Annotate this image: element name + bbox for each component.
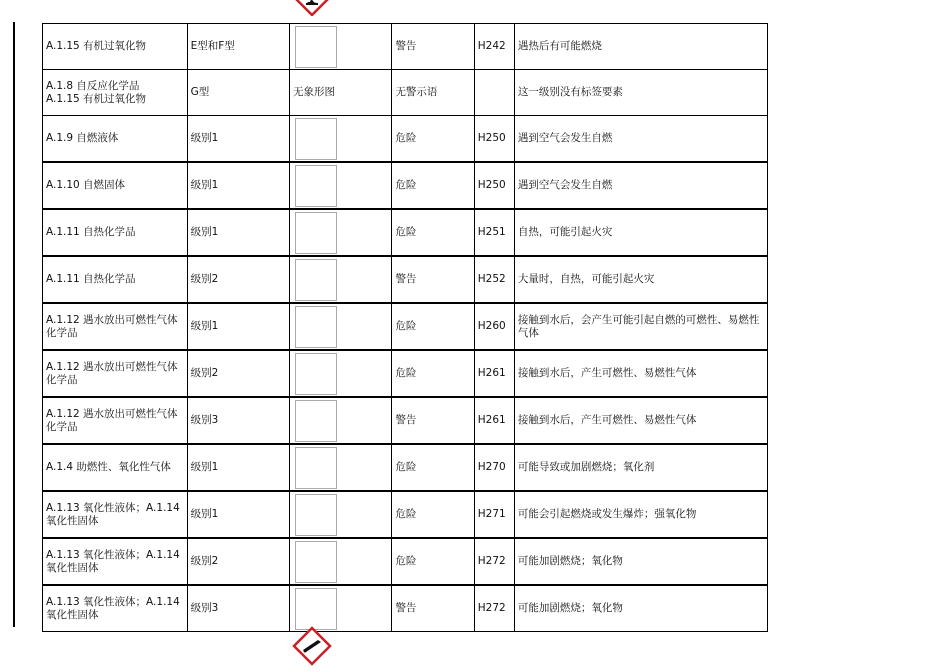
category-cell xyxy=(187,303,289,350)
ghs-corrosion-pictogram-icon xyxy=(292,626,332,666)
pictogram-placeholder xyxy=(295,400,337,442)
pictogram-placeholder xyxy=(295,306,337,348)
hazard-statement-cell-text: 遇到空气会发生自燃 xyxy=(517,132,613,144)
signal-word-cell xyxy=(392,538,474,585)
left-margin-rule xyxy=(13,22,15,627)
pictogram-placeholder xyxy=(295,447,337,489)
hazard-statement-cell xyxy=(514,209,767,256)
category-cell-text: 级别3 xyxy=(190,414,219,426)
table-row xyxy=(43,162,768,209)
hazard-class-cell-text: A.1.13 氧化性液体；A.1.14 氧化性固体 xyxy=(46,548,180,574)
hazard-statement-cell xyxy=(514,491,767,538)
pictogram-cell xyxy=(290,303,392,350)
signal-word-cell-text: 危险 xyxy=(395,179,417,191)
table-row xyxy=(43,256,768,303)
signal-word-cell xyxy=(392,303,474,350)
pictogram-cell xyxy=(290,162,392,209)
hazard-code-cell xyxy=(474,444,514,491)
pictogram-placeholder xyxy=(295,588,337,630)
hazard-statement-cell-text: 可能会引起燃烧或发生爆炸；强氧化物 xyxy=(517,508,697,520)
hazard-code-cell-text: H260 xyxy=(477,320,506,332)
pictogram-placeholder xyxy=(295,118,337,160)
category-cell xyxy=(187,116,289,163)
hazard-statement-cell-text: 可能加剧燃烧；氧化物 xyxy=(517,602,623,614)
category-cell xyxy=(187,444,289,491)
hazard-class-cell-text: A.1.12 遇水放出可燃性气体化学品 xyxy=(46,407,178,433)
hazard-code-cell-text: H272 xyxy=(477,555,506,567)
category-cell-text: 级别2 xyxy=(190,555,219,567)
signal-word-cell-text: 警告 xyxy=(395,40,417,52)
pictogram-cell xyxy=(290,350,392,397)
hazard-statement-cell xyxy=(514,116,767,163)
pictogram-placeholder xyxy=(295,541,337,583)
hazard-code-cell-text: H261 xyxy=(477,367,506,379)
hazard-statement-cell-text: 遇到空气会发生自燃 xyxy=(517,179,613,191)
hazard-code-cell xyxy=(474,116,514,163)
hazard-statement-cell xyxy=(514,162,767,209)
table-row xyxy=(43,397,768,444)
hazard-code-cell xyxy=(474,303,514,350)
category-cell-text: 级别1 xyxy=(190,179,219,191)
category-cell xyxy=(187,256,289,303)
hazard-class-cell xyxy=(43,116,188,163)
hazard-code-cell xyxy=(474,162,514,209)
category-cell-text: E型和F型 xyxy=(190,40,235,52)
pictogram-placeholder xyxy=(295,353,337,395)
signal-word-cell-text: 危险 xyxy=(395,508,417,520)
category-cell-text: 级别1 xyxy=(190,320,219,332)
signal-word-cell xyxy=(392,491,474,538)
hazard-statement-cell-text: 大量时，自热，可能引起火灾 xyxy=(517,273,655,285)
table-row xyxy=(43,585,768,632)
category-cell-text: 级别1 xyxy=(190,132,219,144)
hazard-code-cell xyxy=(474,209,514,256)
hazard-statement-cell-text: 自热，可能引起火灾 xyxy=(517,226,613,238)
hazard-statement-cell xyxy=(514,397,767,444)
category-cell-text: 级别2 xyxy=(190,367,219,379)
hazard-code-cell-text: H252 xyxy=(477,273,506,285)
category-cell xyxy=(187,209,289,256)
category-cell xyxy=(187,491,289,538)
hazard-statement-cell-text: 接触到水后，产生可燃性、易燃性气体 xyxy=(517,414,697,426)
hazard-statement-cell xyxy=(514,70,767,116)
hazard-class-cell xyxy=(43,585,188,632)
category-cell xyxy=(187,397,289,444)
hazard-class-cell xyxy=(43,24,188,70)
pictogram-cell xyxy=(290,256,392,303)
hazard-statement-cell xyxy=(514,303,767,350)
hazard-code-cell xyxy=(474,350,514,397)
category-cell-text: 级别3 xyxy=(190,602,219,614)
hazard-code-cell-text: H242 xyxy=(477,40,506,52)
pictogram-cell xyxy=(290,70,392,116)
hazard-code-cell xyxy=(474,70,514,116)
hazard-code-cell-text: H270 xyxy=(477,461,506,473)
pictogram-placeholder xyxy=(295,26,337,68)
signal-word-cell-text: 警告 xyxy=(395,273,417,285)
signal-word-cell xyxy=(392,209,474,256)
ghs-hazard-table xyxy=(42,23,768,632)
hazard-class-cell-text: A.1.11 自热化学品 xyxy=(46,226,136,238)
pictogram-cell xyxy=(290,444,392,491)
pictogram-placeholder xyxy=(295,259,337,301)
hazard-code-cell-text: H250 xyxy=(477,179,506,191)
hazard-code-cell xyxy=(474,24,514,70)
hazard-class-cell-text: A.1.8 自反应化学品 A.1.15 有机过氧化物 xyxy=(46,79,147,105)
hazard-class-cell-text: A.1.12 遇水放出可燃性气体化学品 xyxy=(46,360,178,386)
hazard-code-cell-text: H251 xyxy=(477,226,506,238)
category-cell xyxy=(187,162,289,209)
signal-word-cell-text: 危险 xyxy=(395,320,417,332)
hazard-code-cell xyxy=(474,256,514,303)
hazard-statement-cell-text: 接触到水后，会产生可能引起自燃的可燃性、易燃性气体 xyxy=(517,313,760,339)
pictogram-cell xyxy=(290,585,392,632)
signal-word-cell-text: 危险 xyxy=(395,555,417,567)
hazard-class-cell xyxy=(43,397,188,444)
category-cell xyxy=(187,24,289,70)
pictogram-cell xyxy=(290,209,392,256)
hazard-code-cell-text: H271 xyxy=(477,508,506,520)
signal-word-cell xyxy=(392,162,474,209)
hazard-code-cell-text: H250 xyxy=(477,132,506,144)
hazard-statement-cell-text: 接触到水后，产生可燃性、易燃性气体 xyxy=(517,367,697,379)
hazard-statement-cell xyxy=(514,256,767,303)
hazard-class-cell xyxy=(43,303,188,350)
hazard-class-cell-text: A.1.9 自燃液体 xyxy=(46,132,119,144)
hazard-code-cell xyxy=(474,538,514,585)
pictogram-placeholder xyxy=(295,212,337,254)
hazard-class-cell xyxy=(43,256,188,303)
signal-word-cell xyxy=(392,397,474,444)
signal-word-cell xyxy=(392,116,474,163)
hazard-statement-cell-text: 这一级别没有标签要素 xyxy=(517,86,623,98)
category-cell xyxy=(187,538,289,585)
hazard-code-cell xyxy=(474,397,514,444)
table-row xyxy=(43,24,768,70)
hazard-class-cell xyxy=(43,209,188,256)
hazard-statement-cell xyxy=(514,585,767,632)
pictogram-placeholder xyxy=(295,494,337,536)
hazard-statement-cell xyxy=(514,538,767,585)
signal-word-cell-text: 警告 xyxy=(395,414,417,426)
signal-word-cell-text: 危险 xyxy=(395,367,417,379)
category-cell-text: 级别1 xyxy=(190,508,219,520)
hazard-statement-cell xyxy=(514,444,767,491)
hazard-class-cell xyxy=(43,444,188,491)
hazard-code-cell-text: H261 xyxy=(477,414,506,426)
hazard-class-cell-text: A.1.10 自燃固体 xyxy=(46,179,126,191)
hazard-class-cell xyxy=(43,538,188,585)
hazard-class-cell xyxy=(43,162,188,209)
signal-word-cell-text: 警告 xyxy=(395,602,417,614)
hazard-class-cell-text: A.1.4 助燃性、氧化性气体 xyxy=(46,461,171,473)
table-row xyxy=(43,70,768,116)
pictogram-cell-text: 无象形图 xyxy=(293,86,336,98)
hazard-statement-cell-text: 可能导致或加剧燃烧；氧化剂 xyxy=(517,461,655,473)
signal-word-cell xyxy=(392,585,474,632)
hazard-class-cell-text: A.1.13 氧化性液体；A.1.14 氧化性固体 xyxy=(46,595,180,621)
table-row xyxy=(43,209,768,256)
hazard-class-cell xyxy=(43,491,188,538)
table-row xyxy=(43,444,768,491)
category-cell xyxy=(187,70,289,116)
category-cell-text: 级别1 xyxy=(190,226,219,238)
signal-word-cell-text: 危险 xyxy=(395,132,417,144)
hazard-class-cell-text: A.1.12 遇水放出可燃性气体化学品 xyxy=(46,313,178,339)
hazard-statement-cell-text: 可能加剧燃烧；氧化物 xyxy=(517,555,623,567)
table-row xyxy=(43,538,768,585)
pictogram-cell xyxy=(290,116,392,163)
hazard-class-cell xyxy=(43,70,188,116)
hazard-statement-cell xyxy=(514,24,767,70)
signal-word-cell xyxy=(392,70,474,116)
hazard-statement-cell-text: 遇热后有可能燃烧 xyxy=(517,40,602,52)
hazard-class-cell xyxy=(43,350,188,397)
signal-word-cell-text: 无警示语 xyxy=(395,86,438,98)
category-cell xyxy=(187,350,289,397)
category-cell xyxy=(187,585,289,632)
hazard-class-cell-text: A.1.13 氧化性液体；A.1.14 氧化性固体 xyxy=(46,501,180,527)
signal-word-cell xyxy=(392,24,474,70)
pictogram-placeholder xyxy=(295,165,337,207)
pictogram-cell xyxy=(290,397,392,444)
signal-word-cell-text: 危险 xyxy=(395,461,417,473)
hazard-class-cell-text: A.1.15 有机过氧化物 xyxy=(46,40,147,52)
table-row xyxy=(43,350,768,397)
category-cell-text: 级别1 xyxy=(190,461,219,473)
table-row xyxy=(43,491,768,538)
pictogram-cell xyxy=(290,24,392,70)
signal-word-cell xyxy=(392,444,474,491)
signal-word-cell-text: 危险 xyxy=(395,226,417,238)
category-cell-text: G型 xyxy=(190,86,210,98)
hazard-statement-cell xyxy=(514,350,767,397)
hazard-code-cell-text: H272 xyxy=(477,602,506,614)
hazard-class-cell-text: A.1.11 自热化学品 xyxy=(46,273,136,285)
signal-word-cell xyxy=(392,256,474,303)
signal-word-cell xyxy=(392,350,474,397)
category-cell-text: 级别2 xyxy=(190,273,219,285)
pictogram-cell xyxy=(290,491,392,538)
table-row xyxy=(43,116,768,163)
pictogram-cell xyxy=(290,538,392,585)
ghs-flame-pictogram-icon xyxy=(294,0,330,16)
table-row xyxy=(43,303,768,350)
hazard-code-cell xyxy=(474,491,514,538)
hazard-code-cell xyxy=(474,585,514,632)
